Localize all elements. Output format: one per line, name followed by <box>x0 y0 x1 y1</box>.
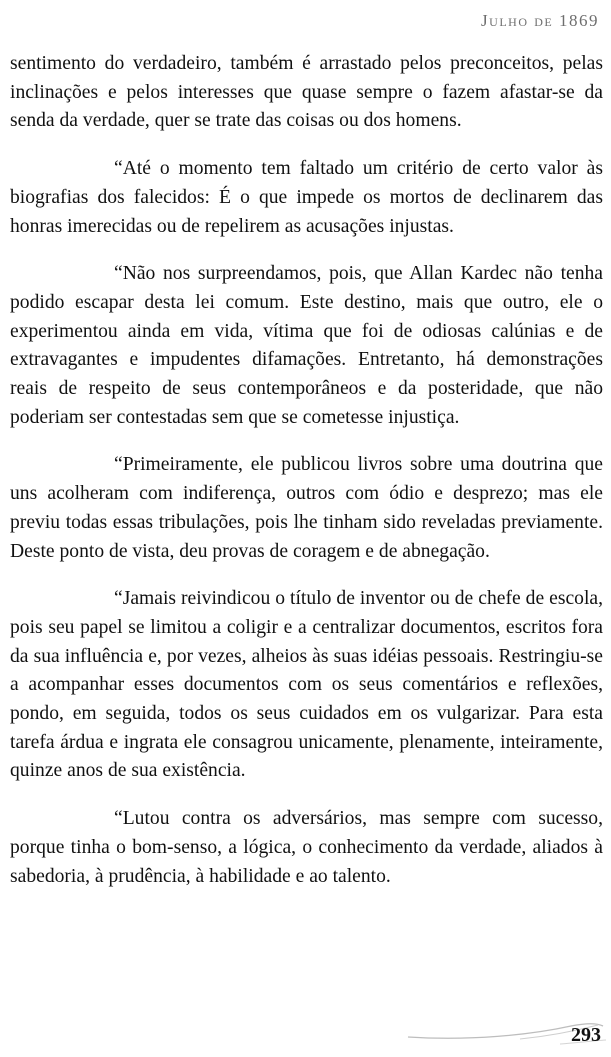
paragraph-lutou-adversarios: “Lutou contra os adversários, mas sempre com sucesso, porque tinha o bom-senso, a lógica, o conhecimento da verdade, aliados à sabedoria, à prudência, à habilidade e ao talento. <box>10 808 603 887</box>
running-header: Julho de 1869 <box>481 11 599 30</box>
footer-swash-ornament <box>0 1010 611 1057</box>
page-number: 293 <box>571 1024 601 1046</box>
paragraph-allan-kardec: “Não nos surpreendamos, pois, que Allan Kardec não tenha podido escapar desta lei comum. Este destino, mais que outro, ele o experimentou ainda em vida, vítima que foi de odiosas calúnias e de extravagantes e impudentes difamações. Entretanto, há demonstrações reais de respeito de seus contemporâneos e da posteridade, que não poderiam ser contestadas sem que se cometesse injustiça. <box>10 263 603 428</box>
paragraph-continuation: sentimento do verdadeiro, também é arrastado pelos preconceitos, pelas inclinações e pelos interesses que quase sempre o fazem afastar-se da senda da verdade, quer se trate das coisas ou dos homens. <box>10 53 603 132</box>
paragraph-criterio-biografias: “Até o momento tem faltado um critério de certo valor às biografias dos falecidos: É o que impede os mortos de declinarem das honras imerecidas ou de repelirem as acusações injustas. <box>10 158 603 237</box>
body-text <box>10 50 603 910</box>
paragraph-jamais-reivindicou: “Jamais reivindicou o título de inventor ou de chefe de escola, pois seu papel se limitou a coligir e a centralizar documentos, escritos fora da sua influência e, por vezes, alheios às suas idéias pessoais. Restringiu-se a acompanhar esses documentos com os seus comentários e reflexões, pondo, em seguida, todos os seus cuidados em os vulgarizar. Para esta tarefa árdua e ingrata ele consagrou unicamente, plenamente, inteiramente, quinze anos de sua existência. <box>10 588 603 782</box>
page-footer <box>0 1010 611 1057</box>
paragraph-primeiramente: “Primeiramente, ele publicou livros sobre uma doutrina que uns acolheram com indiferença, outros com ódio e desprezo; mas ele previu todas essas tribulações, pois lhe tinham sido reveladas previamente. Deste ponto de vista, deu provas de coragem e de abnegação. <box>10 454 603 562</box>
